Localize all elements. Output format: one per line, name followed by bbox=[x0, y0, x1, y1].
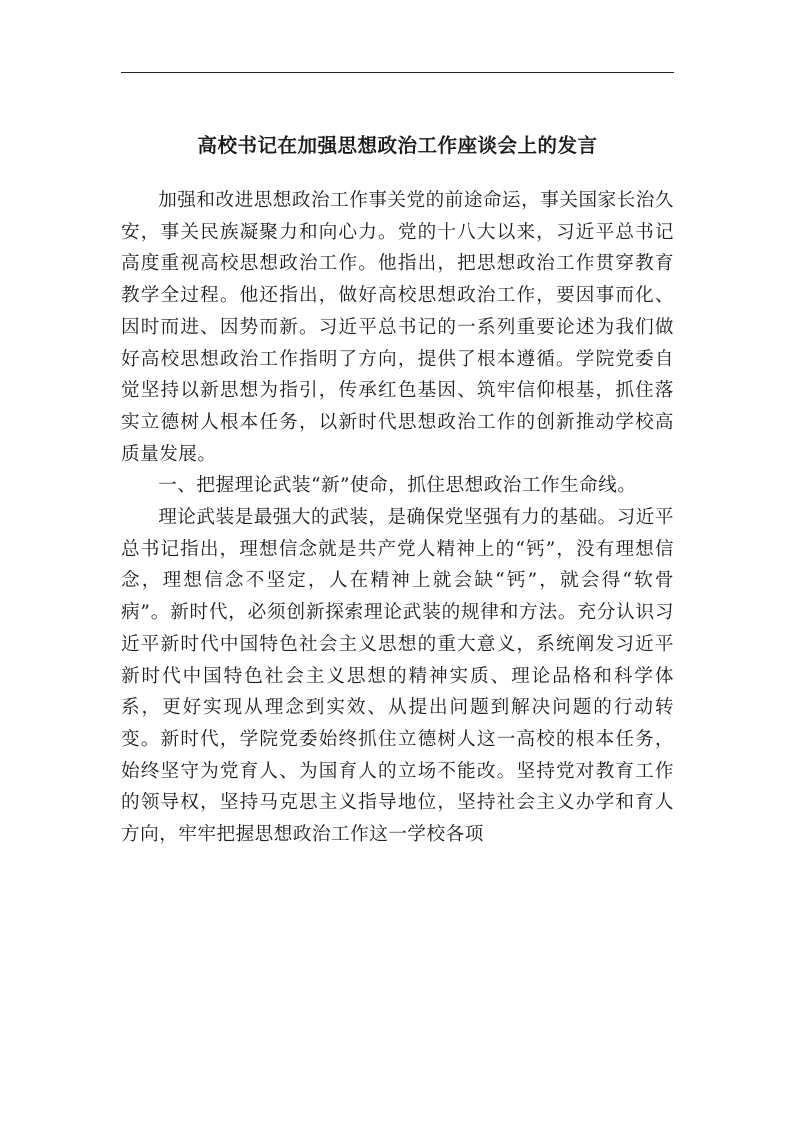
section-heading-1: 一、把握理论武装“新”使命，抓住思想政治工作生命线。 bbox=[158, 475, 637, 497]
paragraph-intro: 加强和改进思想政治工作事关党的前途命运，事关国家长治久安，事关民族凝聚力和向心力。党的十八大以来，习近平总书记高度重视高校思想政治工作。他指出，把思想政治工作贯穿教育教学全过程。他还指出，做好高校思想政治工作，要因事而化、因时而进、因势而新。习近平总书记的一系列重要论述为我们做好高校思想政治工作指明了方向，提供了根本遵循。学院党委自觉坚持以新思想为指引，传承红色基因、筑牢信仰根基，抓住落实立德树人根本任务，以新时代思想政治工作的创新推动学校高质量发展。 bbox=[121, 190, 674, 465]
document-title: 高校书记在加强思想政治工作座谈会上的发言 bbox=[197, 134, 598, 157]
header-rule bbox=[121, 72, 674, 73]
paragraph-section-1: 理论武装是最强大的武装，是确保党坚强有力的基础。习近平总书记指出，理想信念就是共产党人精神上的“钙”，没有理想信念，理想信念不坚定，人在精神上就会缺“钙”，就会得“软骨病”。新时代，必须创新探索理论武装的规律和方法。充分认识习近平新时代中国特色社会主义思想的重大意义，系统阐发习近平新时代中国特色社会主义思想的精神实质、理论品格和科学体系，更好实现从理念到实效、从提出问题到解决问题的行动转变。新时代，学院党委始终抓住立德树人这一高校的根本任务，始终坚守为党育人、为国育人的立场不能改。坚持党对教育工作的领导权，坚持马克思主义指导地位，坚持社会主义办学和育人方向，牢牢把握思想政治工作这一学校各项 bbox=[121, 507, 674, 846]
document-body bbox=[121, 185, 674, 851]
